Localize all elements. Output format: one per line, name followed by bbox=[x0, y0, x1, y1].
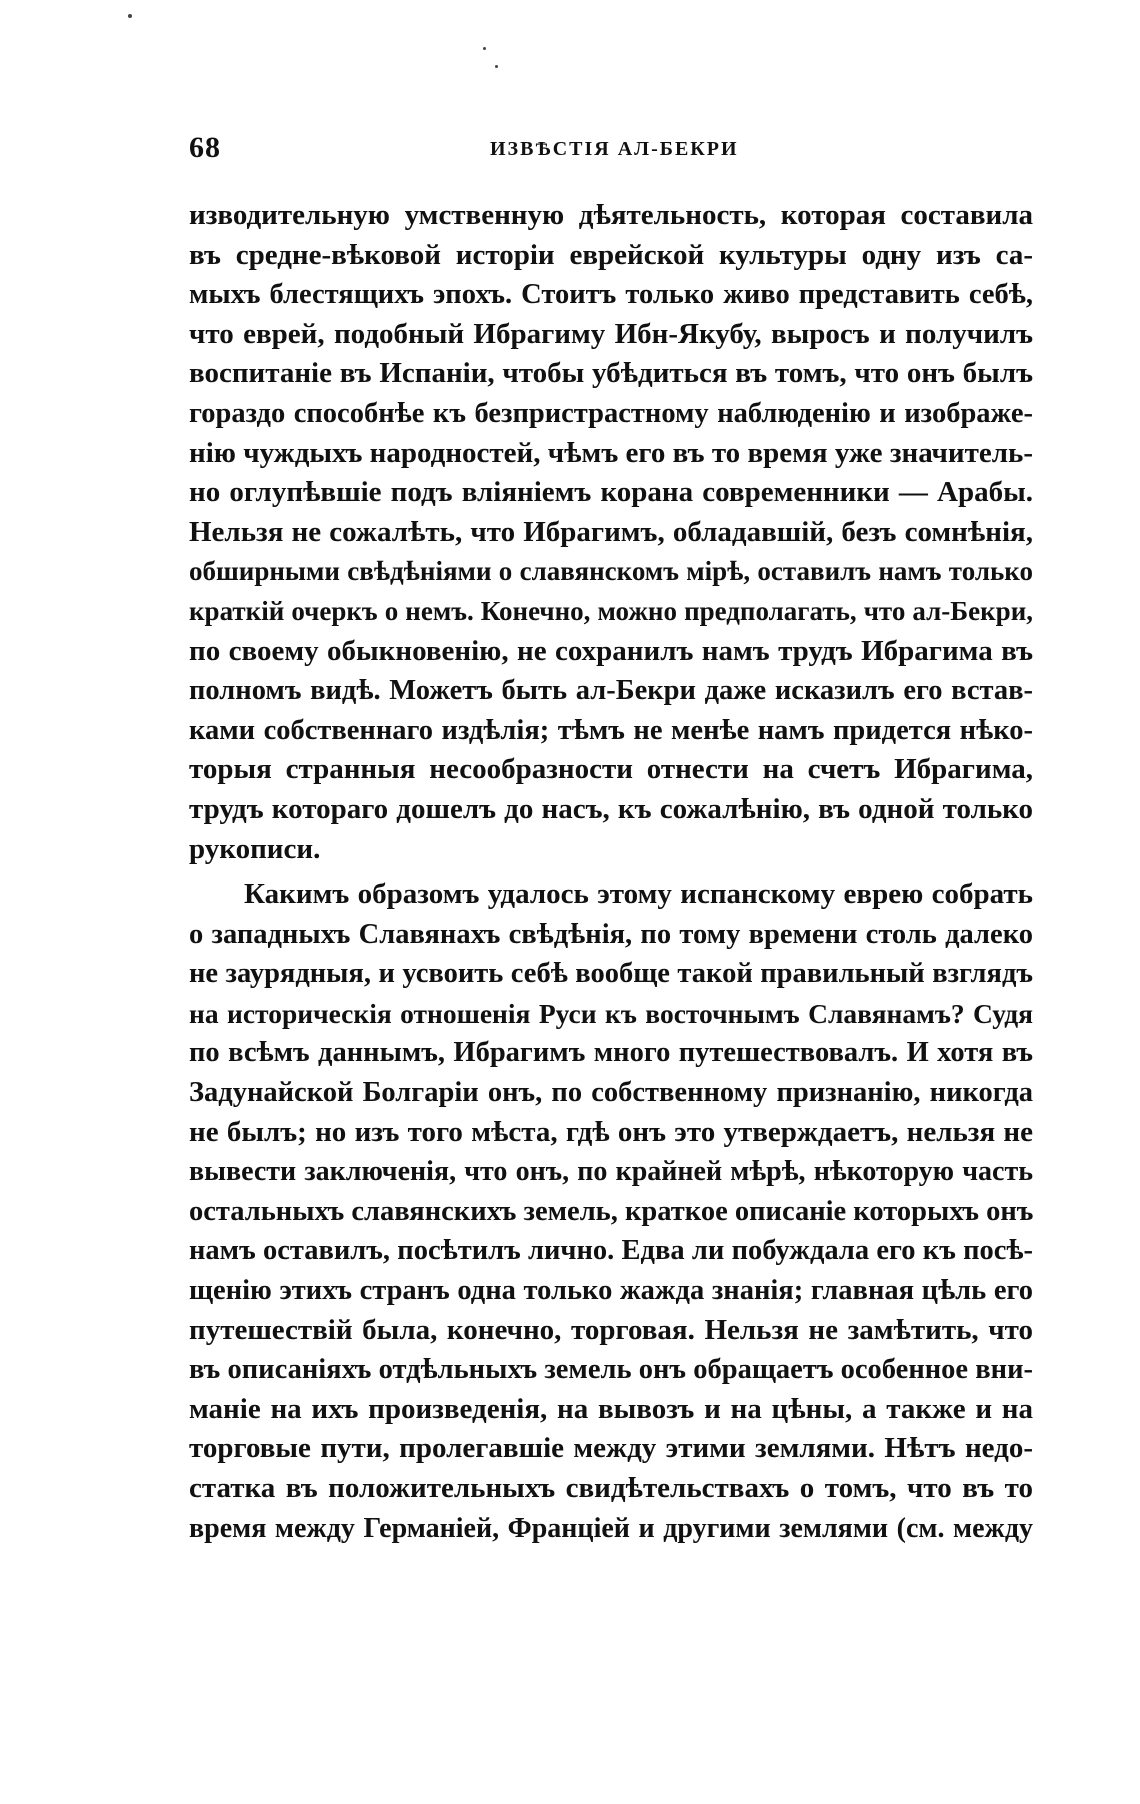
text-line: на историческія отношенія Руси къ восточнымъ Славянамъ? Судя bbox=[189, 997, 1033, 1029]
text-line: о западныхъ Славянахъ свѣдѣнія, по тому времени столь далеко bbox=[189, 918, 1033, 950]
text-line: не былъ; но изъ того мѣста, гдѣ онъ это утверждаетъ, нельзя не bbox=[189, 1115, 1033, 1148]
text-line: краткій очеркъ о немъ. Конечно, можно предполагать, что ал-Бекри, bbox=[189, 595, 1033, 626]
text-line: изводительную умственную дѣятельность, которая составила bbox=[189, 199, 1033, 231]
text-line: полномъ видѣ. Можетъ быть ал-Бекри даже исказилъ его встав- bbox=[189, 675, 1033, 707]
text-line: ками собственнаго издѣлія; тѣмъ не менѣе намъ придется нѣко- bbox=[189, 714, 1033, 746]
text-line: обширными свѣдѣніями о славянскомъ мірѣ, оставилъ намъ только bbox=[189, 556, 1033, 587]
paragraph-2 bbox=[189, 875, 1033, 1548]
text-line: остальныхъ славянскихъ земель, краткое описаніе которыхъ онъ bbox=[189, 1195, 1034, 1227]
paragraph-1 bbox=[189, 196, 1033, 869]
text-line: Какимъ образомъ удалось этому испанскому еврею собрать bbox=[244, 878, 1033, 911]
text-line: гораздо способнѣе къ безпристрастному наблюденію и изображе- bbox=[189, 397, 1033, 429]
text-line: по всѣмъ даннымъ, Ибрагимъ много путешествовалъ. И хотя въ bbox=[189, 1037, 1033, 1069]
text-line: вывести заключенія, что онъ, по крайней мѣрѣ, нѣкоторую часть bbox=[189, 1156, 1033, 1188]
text-line: не заурядныя, и усвоить себѣ вообще такой правильный взглядъ bbox=[189, 958, 1033, 990]
print-speck bbox=[495, 65, 498, 68]
text-line: намъ оставилъ, посѣтилъ лично. Едва ли побуждала его къ посѣ- bbox=[189, 1235, 1033, 1267]
page-number: 68 bbox=[189, 131, 221, 164]
text-line: путешествій была, конечно, торговая. Нельзя не замѣтить, что bbox=[189, 1313, 1033, 1346]
text-line: торговые пути, пролегавшіе между этими землями. Нѣтъ недо- bbox=[189, 1432, 1033, 1465]
print-speck bbox=[128, 14, 132, 18]
text-line: нію чуждыхъ народностей, чѣмъ его въ то время уже значитель- bbox=[189, 436, 1033, 469]
print-speck bbox=[483, 47, 486, 50]
text-line: но оглупѣвшіе подъ вліяніемъ корана современники — Арабы. bbox=[189, 476, 1033, 509]
text-line: по своему обыкновенію, не сохранилъ намъ трудъ Ибрагима въ bbox=[189, 634, 1033, 667]
text-line: воспитаніе въ Испаніи, чтобы убѣдиться въ томъ, что онъ былъ bbox=[189, 357, 1033, 390]
text-line: Задунайской Болгаріи онъ, по собственному признанію, никогда bbox=[189, 1077, 1033, 1109]
text-line: Нельзя не сожалѣть, что Ибрагимъ, обладавшій, безъ сомнѣнія, bbox=[189, 515, 1033, 548]
body-text bbox=[189, 196, 1033, 1548]
text-line: рукописи. bbox=[189, 832, 321, 865]
text-line: статка въ положительныхъ свидѣтельствахъ о томъ, что въ то bbox=[189, 1472, 1033, 1504]
text-line: что еврей, подобный Ибрагиму Ибн-Якубу, выросъ и получилъ bbox=[189, 317, 1033, 350]
text-line: щенію этихъ странъ одна только жажда знанія; главная цѣль его bbox=[189, 1275, 1033, 1307]
text-line: въ описаніяхъ отдѣльныхъ земель онъ обращаетъ особенное вни- bbox=[189, 1354, 1033, 1386]
text-line: время между Германіей, Франціей и другими землями (см. между bbox=[189, 1512, 1033, 1544]
text-line: маніе на ихъ произведенія, на вывозъ и на цѣны, а также и на bbox=[189, 1392, 1033, 1425]
text-line: мыхъ блестящихъ эпохъ. Стоитъ только живо представить себѣ, bbox=[189, 279, 1033, 311]
text-line: трудъ котораго дошелъ до насъ, къ сожалѣнію, въ одной только bbox=[189, 792, 1033, 825]
text-line: въ средне-вѣковой исторіи еврейской культуры одну изъ са- bbox=[189, 238, 1033, 271]
text-line: торыя странныя несообразности отнести на счетъ Ибрагима, bbox=[189, 753, 1033, 786]
running-title: ИЗВѢСТІЯ АЛ-БЕКРИ bbox=[490, 138, 739, 160]
